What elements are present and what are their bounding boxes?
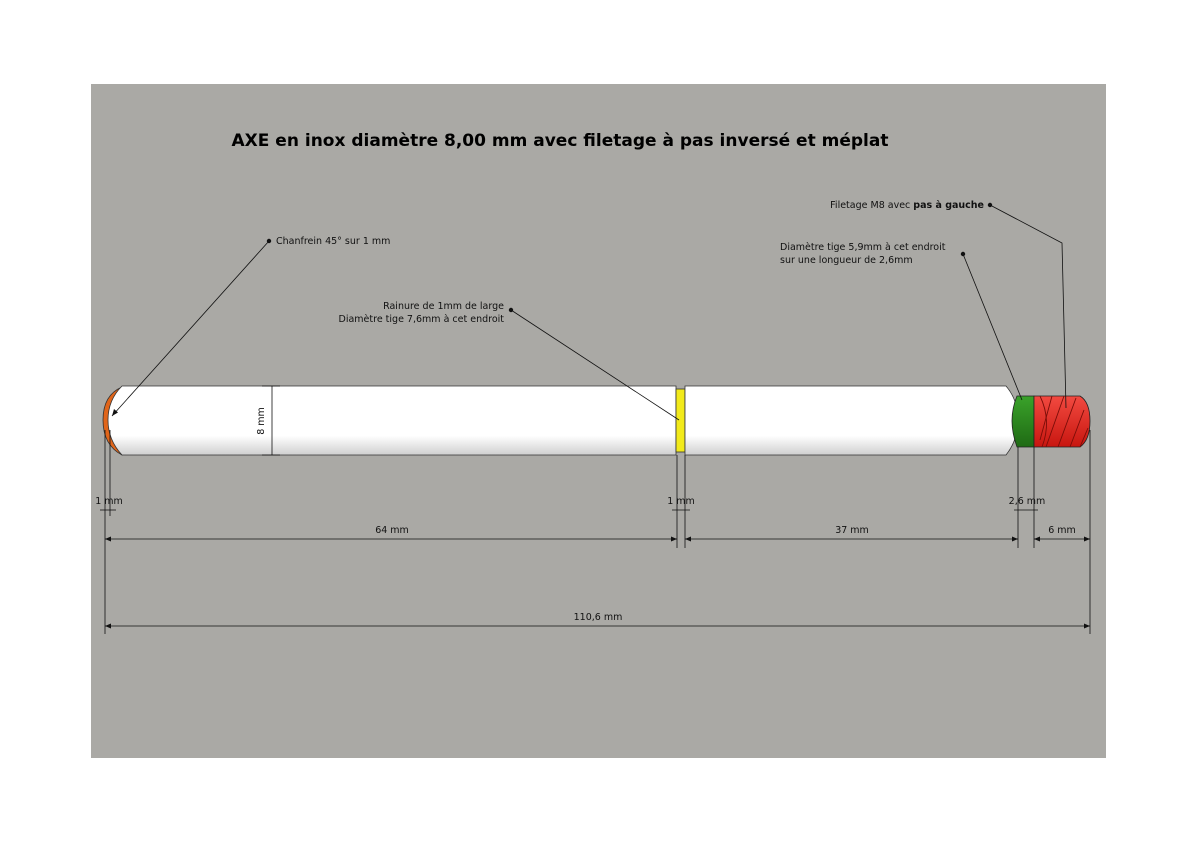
annotation-thread [830,200,984,211]
drawing-title: AXE en inox diamètre 8,00 mm avec filetage à pas inversé et méplat [231,131,889,151]
shaft-segment-right [685,386,1018,455]
dim-total-length: 110,6 mm [573,612,623,623]
dim-segment-right: 37 mm [835,525,869,536]
shaft [103,386,1090,455]
annotation-thread-bold: pas à gauche [913,200,984,211]
dim-groove-length: 1 mm [667,496,695,507]
annotation-thread-prefix: Filetage M8 avec [830,200,914,211]
shaft-segment-left [108,386,676,455]
dim-neck-length: 2,6 mm [1008,496,1046,507]
groove-ring [676,389,685,452]
annotation-neck-line2: sur une longueur de 2,6mm [780,255,913,266]
dim-segment-left: 64 mm [375,525,409,536]
neck-ring [1012,396,1034,447]
annotation-neck-line1: Diamètre tige 5,9mm à cet endroit [780,242,946,253]
dim-thread-length: 6 mm [1048,525,1076,536]
annotation-groove-line2: Diamètre tige 7,6mm à cet endroit [338,314,504,325]
annotation-groove-line1: Rainure de 1mm de large [383,301,504,312]
dim-chamfer-length: 1 mm [95,496,123,507]
diameter-label: 8 mm [256,407,267,435]
thread-section [1034,396,1090,447]
annotation-chamfer: Chanfrein 45° sur 1 mm [276,236,391,247]
